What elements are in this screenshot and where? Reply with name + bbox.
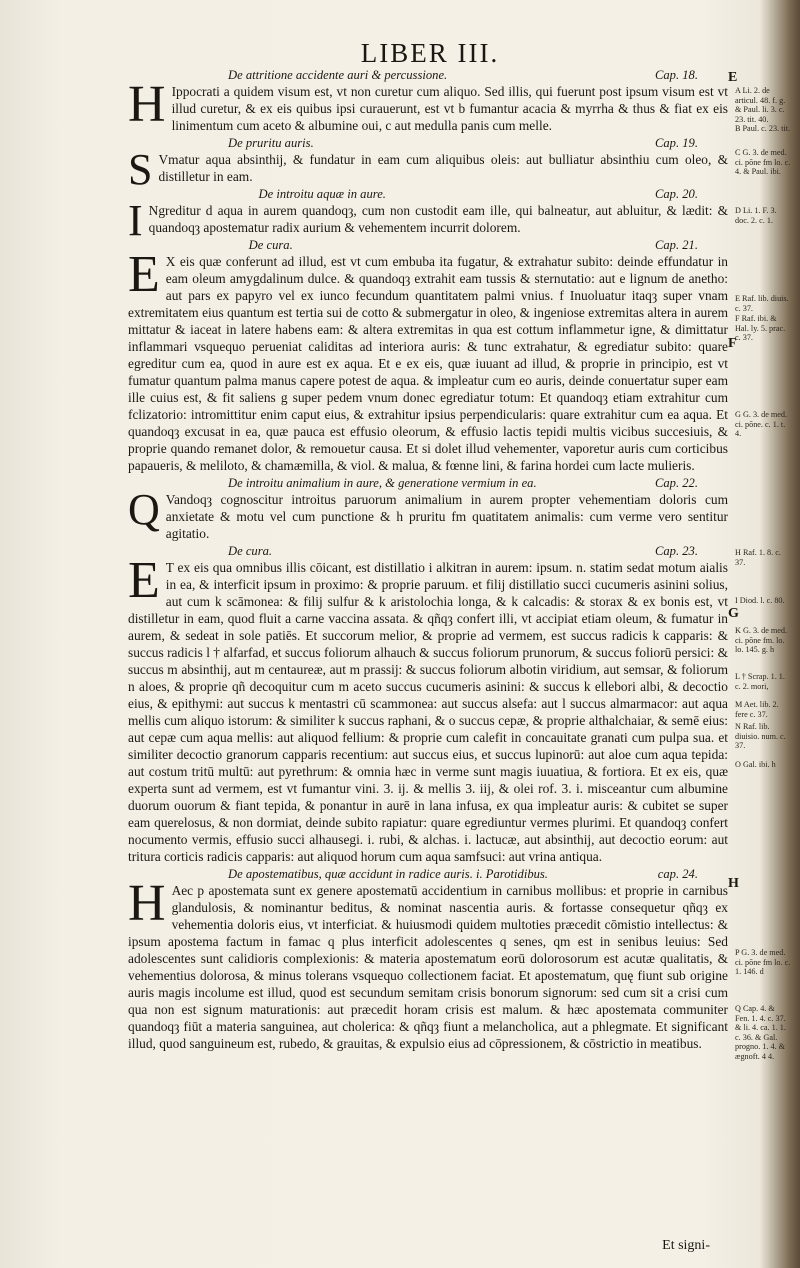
chapter-number: Cap. 23.: [654, 544, 698, 558]
chapter-number: cap. 24.: [657, 867, 698, 881]
margin-note: M Aet. lib. 2. fere c. 37.: [735, 700, 779, 719]
drop-capital: H: [128, 875, 166, 932]
margin-note: F Raf. ibi. & Hal. ly. 5. prac. c. 37.: [735, 314, 786, 342]
margin-note: H Raf. 1. 8. c. 37.: [735, 548, 781, 567]
chapter-heading: [128, 866, 728, 882]
section-letter-g: G: [728, 606, 739, 621]
paragraph-text: T ex eis qua omnibus illis cōicant, est distillatio i alkitran in aurem: ipsum. n. statim sedat motum aialis in ea, & interficit ipsum in proximo: & proprie paruum. et filij distillatio succi cucumeris asinini solius, aut cum k scāmonea: & filij sulfur & k aristolochia longa, & k calcadis: & storax & ex bonis est, vt distilletur in eam, quod fluit a carne vaccina assata. & qñqȝ confert illi, vt accipiat etiam oleum, & fumatur in aurem, & sedeat in sole patiēs. Et succorum melior, & proprie ad vermem, est succus radicis k capparis: & succus radicis l † alfarfad, et succus foliorum alhauch & succus foliorum prunorum, & succus foliorū persici: & succus m absinthij, aut m centaureæ, aut m prassij: & succus foliorum albotin viridium, aut semsar, & foliorum n aloes, & proprie qñ decoquitur cum m aceto succus cucumeris asinini: & succus k ellebori albi, & decoctio eius, & epithymi: aut succus k mentastri cū scammonea: aut succus alsefa: aut l succus almarmacor: aut aqua mellis cum aliquo istorum: & similiter k succus raphani, & o succus cepæ, & proprie althalchaiar, & semē eius: aut cepæ cum aqua mellis: aut aliquod fellium: & proprie cum calefit in concauitate granati cum pulpa sua. et similiter decoctio granorum capparis recentium: aut succus eius, et succus lupinorū: aut aloe cum aqua tepida: aut costum tritū multū: aut pyrethrum: & omnia hæc in verme sunt magis iuuatiua, & fortiora. Et ex eis, quæ experta sunt ad vermem, est vt fumantur vini. 3. ij. & mellis 3. iij, & olei rof. 3. i. misceantur cum albumine duorum ouorum & fiant tepida, & ponantur in aurē in lana infusa, ex qua impleatur auris: & cubitet se super eam querelosus, & non dormiat, deinde subito rapiatur: quare egrediuntur vermes plurimi. Et quandoqȝ confert nocumento vermis, effusio succi alhausegi. i. rubi, & alchas. i. lactucæ, aut absinthij, aut decoctio eorum: aut tritura corticis radicis capparis: aut aliquod horum cum aqua samfsuci: aut vrina antiqua.: [128, 560, 728, 864]
chapter-paragraph: [128, 875, 728, 1052]
chapter-title: De cura.: [248, 238, 293, 252]
margin-note: B Paul. c. 23. tit.: [735, 124, 791, 133]
paragraph-text: Aec p apostemata sunt ex genere apostematū accidentium in carnibus mollibus: et proprie in carnibus glandulosis, & nominantur beditus, & nominat nascentia auris. & fortasse consequetur qñqȝ ex vehementia doloris eius, vt interficiat. & huiusmodi quidem multoties præcedit cōmistio intellectus: & ipsum apostema factum in famac q plus interficit adolescentes q senes, qm est in senibus leuius: Sed adolescentes sunt calidioris complexionis: & materia apostematum eorū dolorosorum est acutæ qualitatis, & vehementius dolorosa, & minus tolerans vsquequo collectionem faciat. Et apostematum, quę fiunt sub origine auris magis incolume est illud, quod est secundum semitam crisis bonorum signorum: sed cum sit a crisi cum qua non est signum maturationis: aut præcedit horam crisis est malum. & hæc apostemata communiter quandoqȝ fiūt a materia sanguinea, aut cholerica: & qñqȝ fiunt a melancholica, aut a phlegmate. Et significant illud, quod sanguineum est, rubedo, & grauitas, & expulsio eius ad cōpressionem, & cōstrictio in meatibus.: [128, 883, 728, 1051]
chapter-number: Cap. 22.: [654, 476, 698, 490]
chapter-heading: [128, 475, 728, 491]
margin-note: C G. 3. de med. ci. pōne fm lo. c. 4. & Paul. ibi.: [735, 148, 791, 176]
catchword: Et signi-: [662, 1238, 710, 1253]
margin-note: Q Cap. 4. & Fen. 1. 4. c. 37. & li. 4. ca. 1. 1. c. 36. & Gal. progno. 1. 4. & ægnoft. 4 4.: [735, 1004, 786, 1061]
main-text-column: [128, 66, 728, 1052]
chapter-paragraph: [128, 76, 728, 134]
margin-note: A Li. 2. de articul. 48. f. g. & Paul. li. 3. c. 23. tit. 40.: [735, 86, 786, 124]
chapter-number: Cap. 19.: [654, 136, 698, 150]
paragraph-text: Ippocrati a quidem visum est, vt non curetur cum aliquo. Sed illis, qui fuerunt post ipsum visum est vt illud curetur, & ex eis quibus ipsi curauerunt, est vt b fumantur acacia & myrrha & thus & fiat ex eis linimentum cum aceto & albumine oui, c aut medulla panis cum melle.: [171, 84, 728, 133]
running-title: LIBER III.: [360, 38, 500, 68]
chapter-paragraph: [128, 485, 728, 542]
drop-capital: I: [128, 196, 143, 245]
chapter-title: De introitu animalium in aure, & generatione vermium in ea.: [228, 476, 537, 490]
chapter-number: Cap. 21.: [654, 238, 698, 252]
margin-note: O Gal. ibi. h: [735, 760, 776, 769]
chapter-heading: [128, 543, 728, 559]
section-letter-h: H: [728, 876, 739, 891]
chapter-title: De cura.: [228, 544, 273, 558]
drop-capital: H: [128, 76, 166, 133]
paragraph-text: X eis quæ conferunt ad illud, est vt cum embuba ita fugatur, & extrahatur subito: deinde effundatur in eam oleum amygdalinum dulce. & quandoqȝ extrahit eam tussis & sternutatio: aut e lignum de anetho: aut pars ex papyro vel ex iunco fecundum quantitatem palmi vnius. f Inuoluatur itaqȝ super vnam extremitatem eius quantum est tertia sui de cotto & submergatur in oleo, & ingeniose extremitas altera in aurem mittatur & iaceat in latere habens eam: & altera extremitas in qua est cottum inflammetur igne, & dimittatur inflammari vsquequo perueniat caliditas ad interiora auris: & tunc extrahatur, & egrediatur subito: quare egreditur cum ea, quod in aure est ex aqua. Et e ex eis, quæ iuuant ad illud, & proprie in principio, est vt fumatur quantum palma manus capere potest de aqua. & impleatur cum eo auris, deinde conuertatur super eam ille cuius est, & fit saliens g super pedem vnum donec egrediatur totum: Et quandoqȝ etiam extrahitur cum fclizatorio: intromittitur enim caput eius, & extrahitur ipsius perpendicularis: quare extrahitur cum ea aqua. Et quandoqȝ excusat in ea, quæ pauca est effusio oleorum, & effusio lactis tepidi multis vicibus succesiuis, & proprie quando remanet dolor, & remouetur causa. Et si dolet illud vehementer, vaporetur auris cum corticibus papaueris, & meliloto, & chamæmilla, & viol. & malua, & fœnne lini, & farina hordei cum lacte mulieris.: [128, 254, 728, 473]
chapter-paragraph: [128, 246, 728, 474]
chapter-heading: [158, 186, 728, 202]
paragraph-text: Vmatur aqua absinthij, & fundatur in eam cum aliquibus oleis: aut bulliatur absinthiu cum oleo, & distilletur in eam.: [158, 152, 728, 184]
margin-note: N Raf. lib. diuisio. num. c. 37.: [735, 722, 786, 750]
chapter-number: Cap. 18.: [654, 68, 698, 82]
margin-note: G G. 3. de med. ci. pōne. c. 1. t. 4.: [735, 410, 788, 438]
drop-capital: S: [128, 145, 153, 194]
margin-note: D Li. 1. F. 3. doc. 2. c. 1.: [735, 206, 777, 225]
chapter-paragraph: [128, 552, 728, 865]
margin-note: E Raf. lib. diuis. c. 37.: [735, 294, 789, 313]
chapter-heading: [149, 237, 728, 253]
margin-note: P G. 3. de med. ci. pōne fm lo. c. 1. 146. d: [735, 948, 791, 976]
margin-note: K G. 3. de med. ci. pōne fm. lo. lo. 145. g. h: [735, 626, 788, 654]
chapter-heading: [128, 135, 728, 151]
section-letter-e: E: [728, 70, 738, 85]
paragraph-text: Vandoqȝ cognoscitur introitus paruorum animalium in aurem propter vehementiam doloris cum anxietate & motu vel cum punctione & h pruritu fm quatitatem animalis: cum verme vero sentitur agitatio.: [165, 492, 728, 541]
paragraph-text: Ngreditur d aqua in aurem quandoqȝ, cum non custodit eam ille, qui balneatur, aut abluitur, & lædit: & quandoqȝ apostematur radix aurium & vehementem incurrit dolorem.: [148, 203, 728, 235]
chapter-title: De pruritu auris.: [228, 136, 314, 150]
chapter-number: Cap. 20.: [654, 187, 698, 201]
chapter-heading: [128, 67, 728, 83]
chapter-title: De attritione accidente auri & percussione.: [228, 68, 448, 82]
chapter-title: De apostematibus, quæ accidunt in radice auris. i. Parotidibus.: [228, 867, 548, 881]
margin-note: I Diod. l. c. 80.: [735, 596, 785, 605]
drop-capital: E: [128, 552, 160, 609]
drop-capital: Q: [128, 485, 160, 534]
section-letter-f: F: [728, 336, 737, 351]
chapter-title: De introitu aquæ in aure.: [258, 187, 386, 201]
margin-note: L † Scrap. 1. 1. c. 2. mori,: [735, 672, 785, 691]
drop-capital: E: [128, 246, 160, 303]
page-header: [0, 38, 800, 69]
